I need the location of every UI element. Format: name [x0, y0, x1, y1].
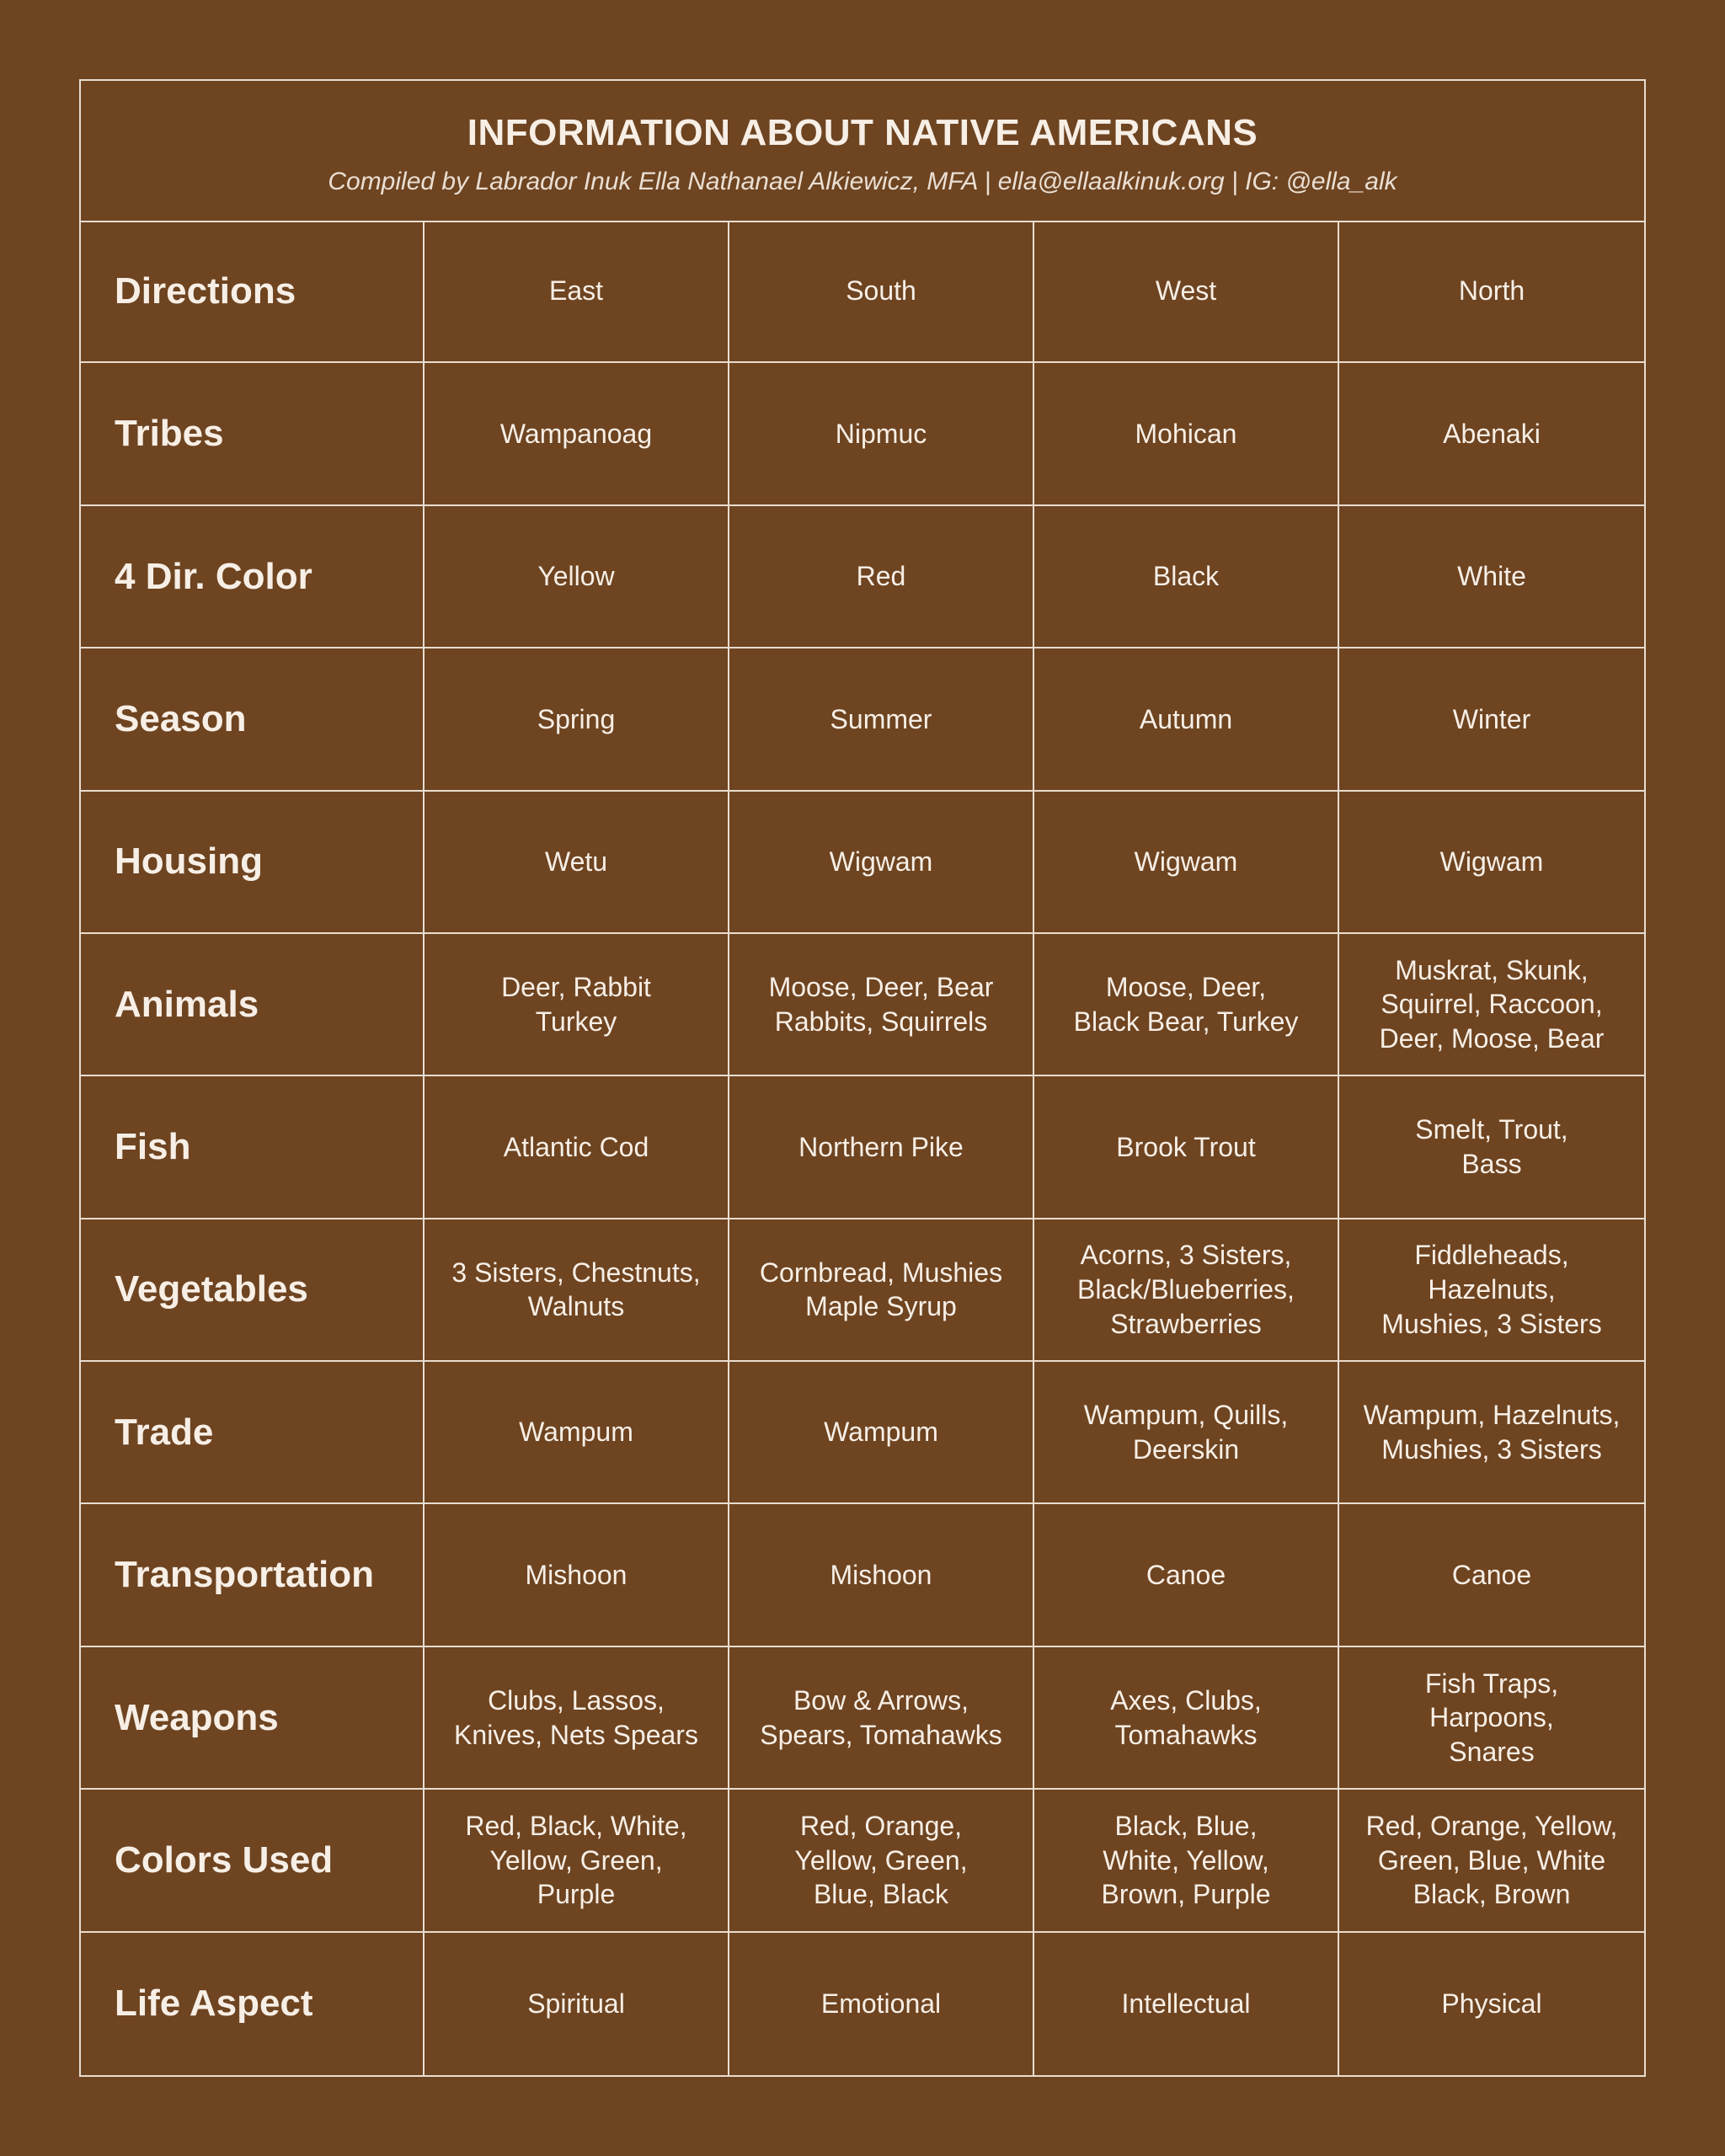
table-cell-season-3: Autumn: [1034, 648, 1339, 791]
table-cell-animals-3: Moose, Deer, Black Bear, Turkey: [1034, 934, 1339, 1076]
table-cell-animals-1: Deer, Rabbit Turkey: [425, 934, 729, 1076]
table-cell-colors-used-2: Red, Orange, Yellow, Green, Blue, Black: [729, 1790, 1034, 1932]
page-title: INFORMATION ABOUT NATIVE AMERICANS: [467, 112, 1258, 153]
table-cell-transportation-2: Mishoon: [729, 1504, 1034, 1646]
table-cell-housing-2: Wigwam: [729, 792, 1034, 934]
table-cell-4-dir-color-2: Red: [729, 506, 1034, 648]
table-cell-fish-3: Brook Trout: [1034, 1076, 1339, 1219]
row-label-housing: Housing: [81, 792, 425, 934]
row-label-colors-used: Colors Used: [81, 1790, 425, 1932]
table-cell-fish-4: Smelt, Trout, Bass: [1339, 1076, 1644, 1219]
table-cell-directions-3: West: [1034, 221, 1339, 363]
table-cell-trade-1: Wampum: [425, 1362, 729, 1504]
row-label-weapons: Weapons: [81, 1647, 425, 1790]
table-cell-season-1: Spring: [425, 648, 729, 791]
table-cell-vegetables-4: Fiddleheads, Hazelnuts, Mushies, 3 Sisters: [1339, 1219, 1644, 1362]
table-cell-weapons-1: Clubs, Lassos, Knives, Nets Spears: [425, 1647, 729, 1790]
row-label-directions: Directions: [81, 221, 425, 363]
info-table-grid: [81, 221, 1644, 2075]
table-cell-colors-used-4: Red, Orange, Yellow, Green, Blue, White Black, Brown: [1339, 1790, 1644, 1932]
table-cell-vegetables-3: Acorns, 3 Sisters, Black/Blueberries, Strawberries: [1034, 1219, 1339, 1362]
table-cell-colors-used-1: Red, Black, White, Yellow, Green, Purple: [425, 1790, 729, 1932]
row-label-animals: Animals: [81, 934, 425, 1076]
table-cell-housing-3: Wigwam: [1034, 792, 1339, 934]
table-cell-vegetables-1: 3 Sisters, Chestnuts, Walnuts: [425, 1219, 729, 1362]
info-table-frame: [79, 79, 1646, 2077]
table-cell-weapons-4: Fish Traps, Harpoons, Snares: [1339, 1647, 1644, 1790]
table-cell-life-aspect-4: Physical: [1441, 1988, 1542, 2019]
table-cell-tribes-2: Nipmuc: [729, 363, 1034, 505]
table-cell-transportation-1: Mishoon: [425, 1504, 729, 1646]
table-cell-tribes-3: Mohican: [1034, 363, 1339, 505]
table-cell-directions-1: East: [425, 221, 729, 363]
table-cell-trade-2: Wampum: [729, 1362, 1034, 1504]
table-cell-transportation-3: Canoe: [1034, 1504, 1339, 1646]
table-cell-life-aspect-3: Intellectual: [1034, 1933, 1339, 2075]
row-label-fish: Fish: [81, 1076, 425, 1219]
table-cell-fish-1: Atlantic Cod: [425, 1076, 729, 1219]
row-label-trade: Trade: [81, 1362, 425, 1504]
table-cell-fish-2: Northern Pike: [729, 1076, 1034, 1219]
table-cell-4-dir-color-1: Yellow: [425, 506, 729, 648]
table-cell-animals-2: Moose, Deer, Bear Rabbits, Squirrels: [729, 934, 1034, 1076]
page-subtitle: Compiled by Labrador Inuk Ella Nathanael Alkiewicz, MFA | ella@ellaalkinuk.org | IG: @ella_alk: [328, 168, 1397, 195]
table-cell-life-aspect-1: Spiritual: [425, 1933, 729, 2075]
row-label-tribes: Tribes: [81, 363, 425, 505]
table-cell-vegetables-2: Cornbread, Mushies Maple Syrup: [729, 1219, 1034, 1362]
row-label-transportation: Transportation: [81, 1504, 425, 1646]
table-cell-housing-4: Wigwam: [1339, 792, 1644, 934]
table-cell-4-dir-color-4: White: [1339, 506, 1644, 648]
table-cell-directions-2: South: [729, 221, 1034, 363]
table-cell-trade-4: Wampum, Hazelnuts, Mushies, 3 Sisters: [1339, 1362, 1644, 1504]
row-label-season: Season: [81, 648, 425, 791]
table-cell-housing-1: Wetu: [425, 792, 729, 934]
table-cell-season-2: Summer: [729, 648, 1034, 791]
table-cell-life-aspect-2: Emotional: [729, 1933, 1034, 2075]
table-cell-4-dir-color-3: Black: [1034, 506, 1339, 648]
table-cell-transportation-4: Canoe: [1339, 1504, 1644, 1646]
table-cell-colors-used-3: Black, Blue, White, Yellow, Brown, Purple: [1034, 1790, 1339, 1932]
row-label-life-aspect: Life Aspect: [81, 1933, 425, 2075]
table-cell-tribes-1: Wampanoag: [425, 363, 729, 505]
row-label-4-dir-color: 4 Dir. Color: [81, 506, 425, 648]
table-cell-directions-4: North: [1339, 221, 1644, 363]
row-label-vegetables: Vegetables: [81, 1219, 425, 1362]
table-cell-weapons-3: Axes, Clubs, Tomahawks: [1034, 1647, 1339, 1790]
table-cell-weapons-2: Bow & Arrows, Spears, Tomahawks: [729, 1647, 1034, 1790]
table-cell-season-4: Winter: [1339, 648, 1644, 791]
table-cell-animals-4: Muskrat, Skunk, Squirrel, Raccoon, Deer, Moose, Bear: [1339, 934, 1644, 1076]
table-header: [81, 81, 1644, 222]
table-cell-tribes-4: Abenaki: [1339, 363, 1644, 505]
table-cell-trade-3: Wampum, Quills, Deerskin: [1034, 1362, 1339, 1504]
